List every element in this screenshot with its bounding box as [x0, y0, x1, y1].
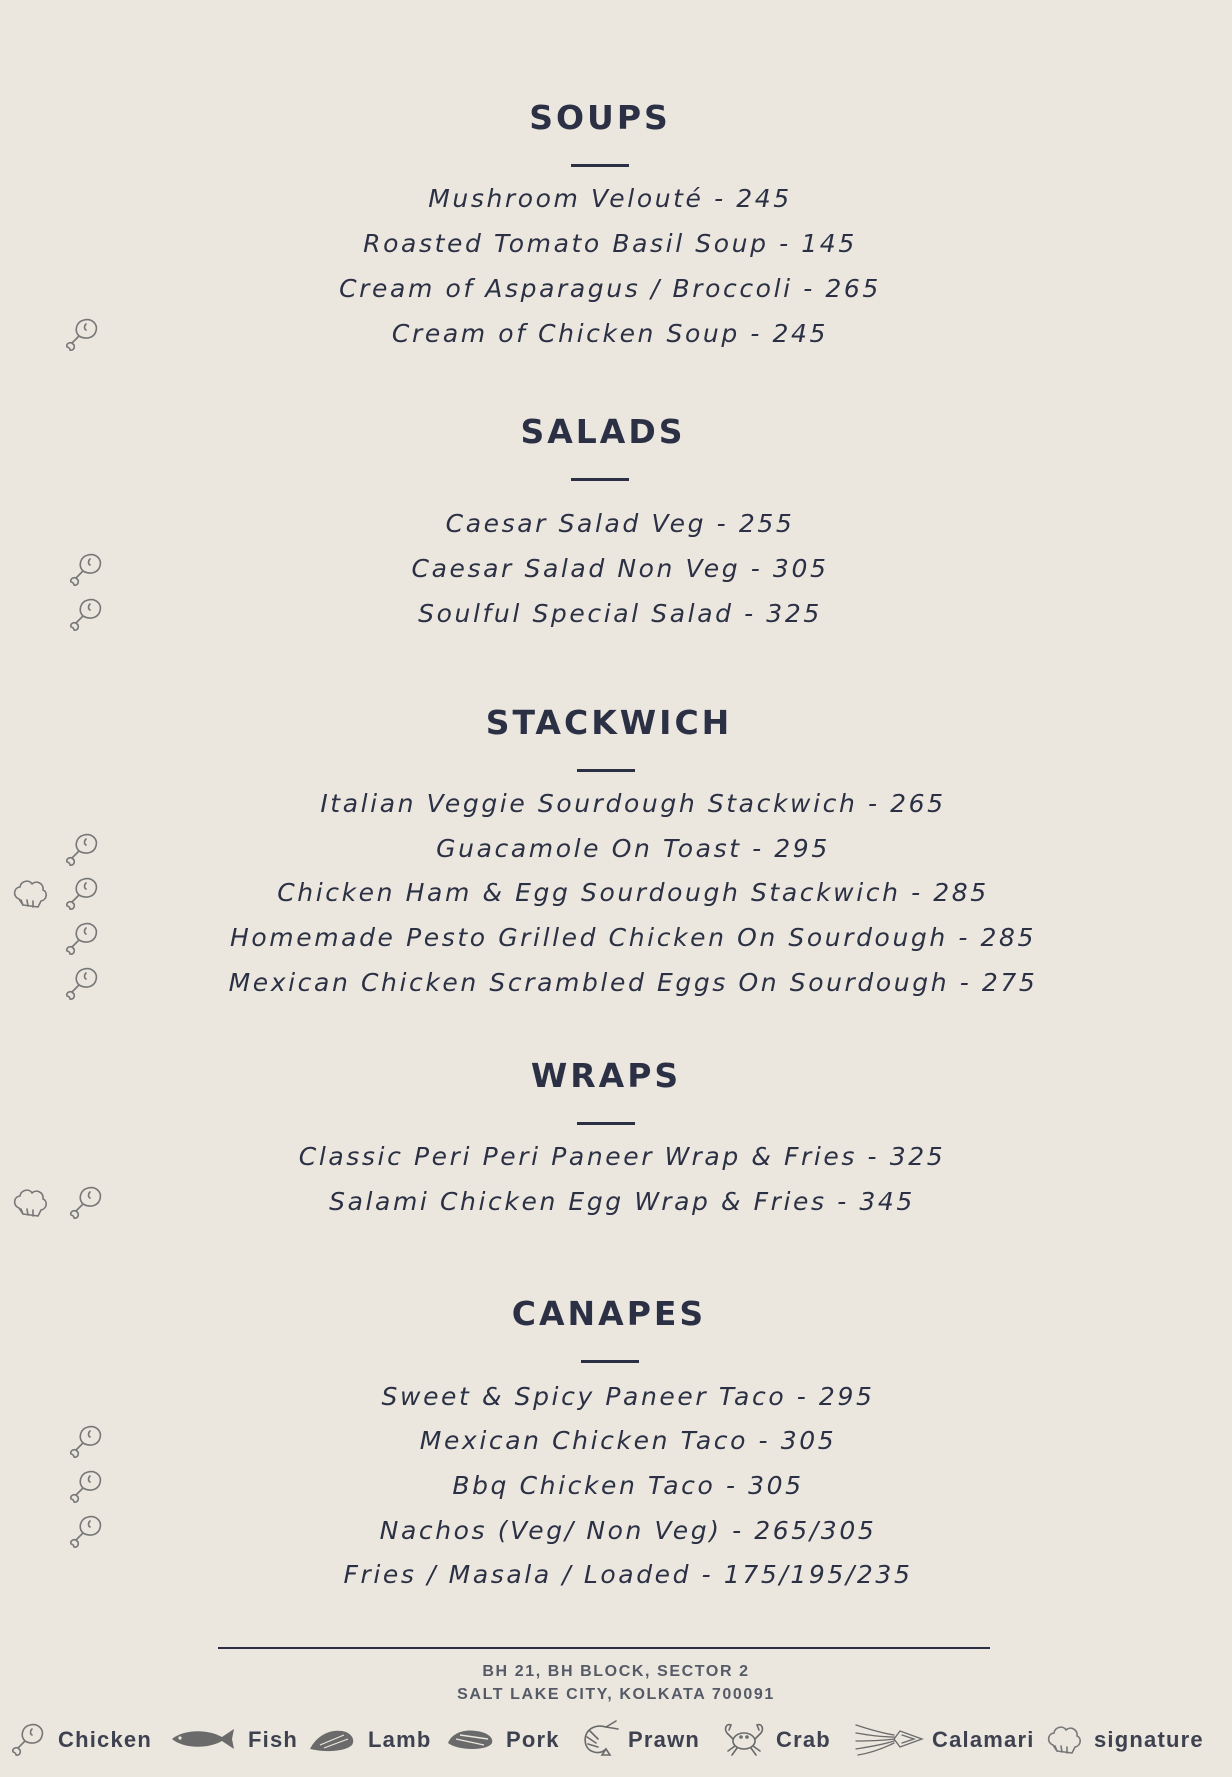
chicken-leg-icon — [66, 1466, 106, 1506]
section-rule — [577, 1122, 635, 1125]
calamari-icon — [854, 1719, 924, 1759]
chicken-leg-icon — [66, 594, 106, 634]
lamb-icon — [306, 1719, 358, 1759]
chef-hat-icon — [1044, 1719, 1084, 1759]
section-rule — [581, 1360, 639, 1363]
menu-item: Caesar Salad Non Veg - 305 — [411, 554, 829, 583]
chicken-leg-icon — [62, 873, 102, 913]
legend-label: Fish — [248, 1727, 299, 1752]
section-title: SOUPS — [529, 98, 671, 137]
chicken-leg-icon — [66, 1182, 106, 1222]
legend-label: Calamari — [932, 1727, 1035, 1752]
section-rule — [571, 478, 629, 481]
legend-label: signature — [1094, 1727, 1204, 1752]
legend — [0, 1716, 1232, 1766]
menu-item: Chicken Ham & Egg Sourdough Stackwich - 285 — [277, 878, 989, 907]
pork-icon — [444, 1719, 498, 1759]
menu-item: Mexican Chicken Scrambled Eggs On Sourdough - 275 — [228, 968, 1038, 997]
chef-hat-icon — [10, 1182, 50, 1222]
menu-item: Soulful Special Salad - 325 — [418, 599, 822, 628]
menu-item: Mexican Chicken Taco - 305 — [419, 1426, 837, 1455]
menu-item: Sweet & Spicy Paneer Taco - 295 — [381, 1382, 875, 1411]
legend-label: Crab — [776, 1727, 831, 1752]
section-title: SALADS — [520, 412, 686, 451]
footer-divider — [218, 1647, 990, 1649]
menu-item: Caesar Salad Veg - 255 — [445, 509, 795, 538]
legend-label: Pork — [506, 1727, 560, 1752]
chicken-leg-icon — [8, 1719, 48, 1759]
legend-label: Chicken — [58, 1727, 152, 1752]
chicken-leg-icon — [66, 549, 106, 589]
menu-item: Cream of Asparagus / Broccoli - 265 — [339, 274, 881, 303]
section-title: WRAPS — [530, 1056, 682, 1095]
chicken-leg-icon — [62, 829, 102, 869]
menu-item: Classic Peri Peri Paneer Wrap & Fries - 325 — [298, 1142, 946, 1171]
section-title: CANAPES — [511, 1294, 707, 1333]
menu-item: Italian Veggie Sourdough Stackwich - 265 — [320, 789, 946, 818]
menu-item: Salami Chicken Egg Wrap & Fries - 345 — [329, 1187, 915, 1216]
address-line-2: SALT LAKE CITY, KOLKATA 700091 — [457, 1686, 775, 1703]
menu-item: Fries / Masala / Loaded - 175/195/235 — [343, 1560, 913, 1589]
crab-icon — [722, 1717, 766, 1761]
chicken-leg-icon — [62, 314, 102, 354]
section-title: STACKWICH — [485, 703, 733, 742]
section-rule — [577, 769, 635, 772]
chicken-leg-icon — [66, 1421, 106, 1461]
legend-label: Prawn — [628, 1727, 701, 1752]
menu-item: Mushroom Velouté - 245 — [428, 184, 792, 213]
menu-item: Cream of Chicken Soup - 245 — [391, 319, 829, 348]
chicken-leg-icon — [66, 1511, 106, 1551]
chicken-leg-icon — [62, 918, 102, 958]
address-line-1: BH 21, BH BLOCK, SECTOR 2 — [482, 1663, 750, 1680]
chef-hat-icon — [10, 873, 50, 913]
legend-label: Lamb — [368, 1727, 432, 1752]
section-rule — [571, 164, 629, 167]
menu-item: Guacamole On Toast - 295 — [436, 834, 830, 863]
menu-item: Roasted Tomato Basil Soup - 145 — [363, 229, 857, 258]
chicken-leg-icon — [62, 963, 102, 1003]
menu-item: Nachos (Veg/ Non Veg) - 265/305 — [379, 1516, 877, 1545]
menu-item: Homemade Pesto Grilled Chicken On Sourdough - 285 — [229, 923, 1037, 952]
prawn-icon — [576, 1717, 620, 1761]
menu-item: Bbq Chicken Taco - 305 — [452, 1471, 804, 1500]
fish-icon — [166, 1719, 238, 1759]
